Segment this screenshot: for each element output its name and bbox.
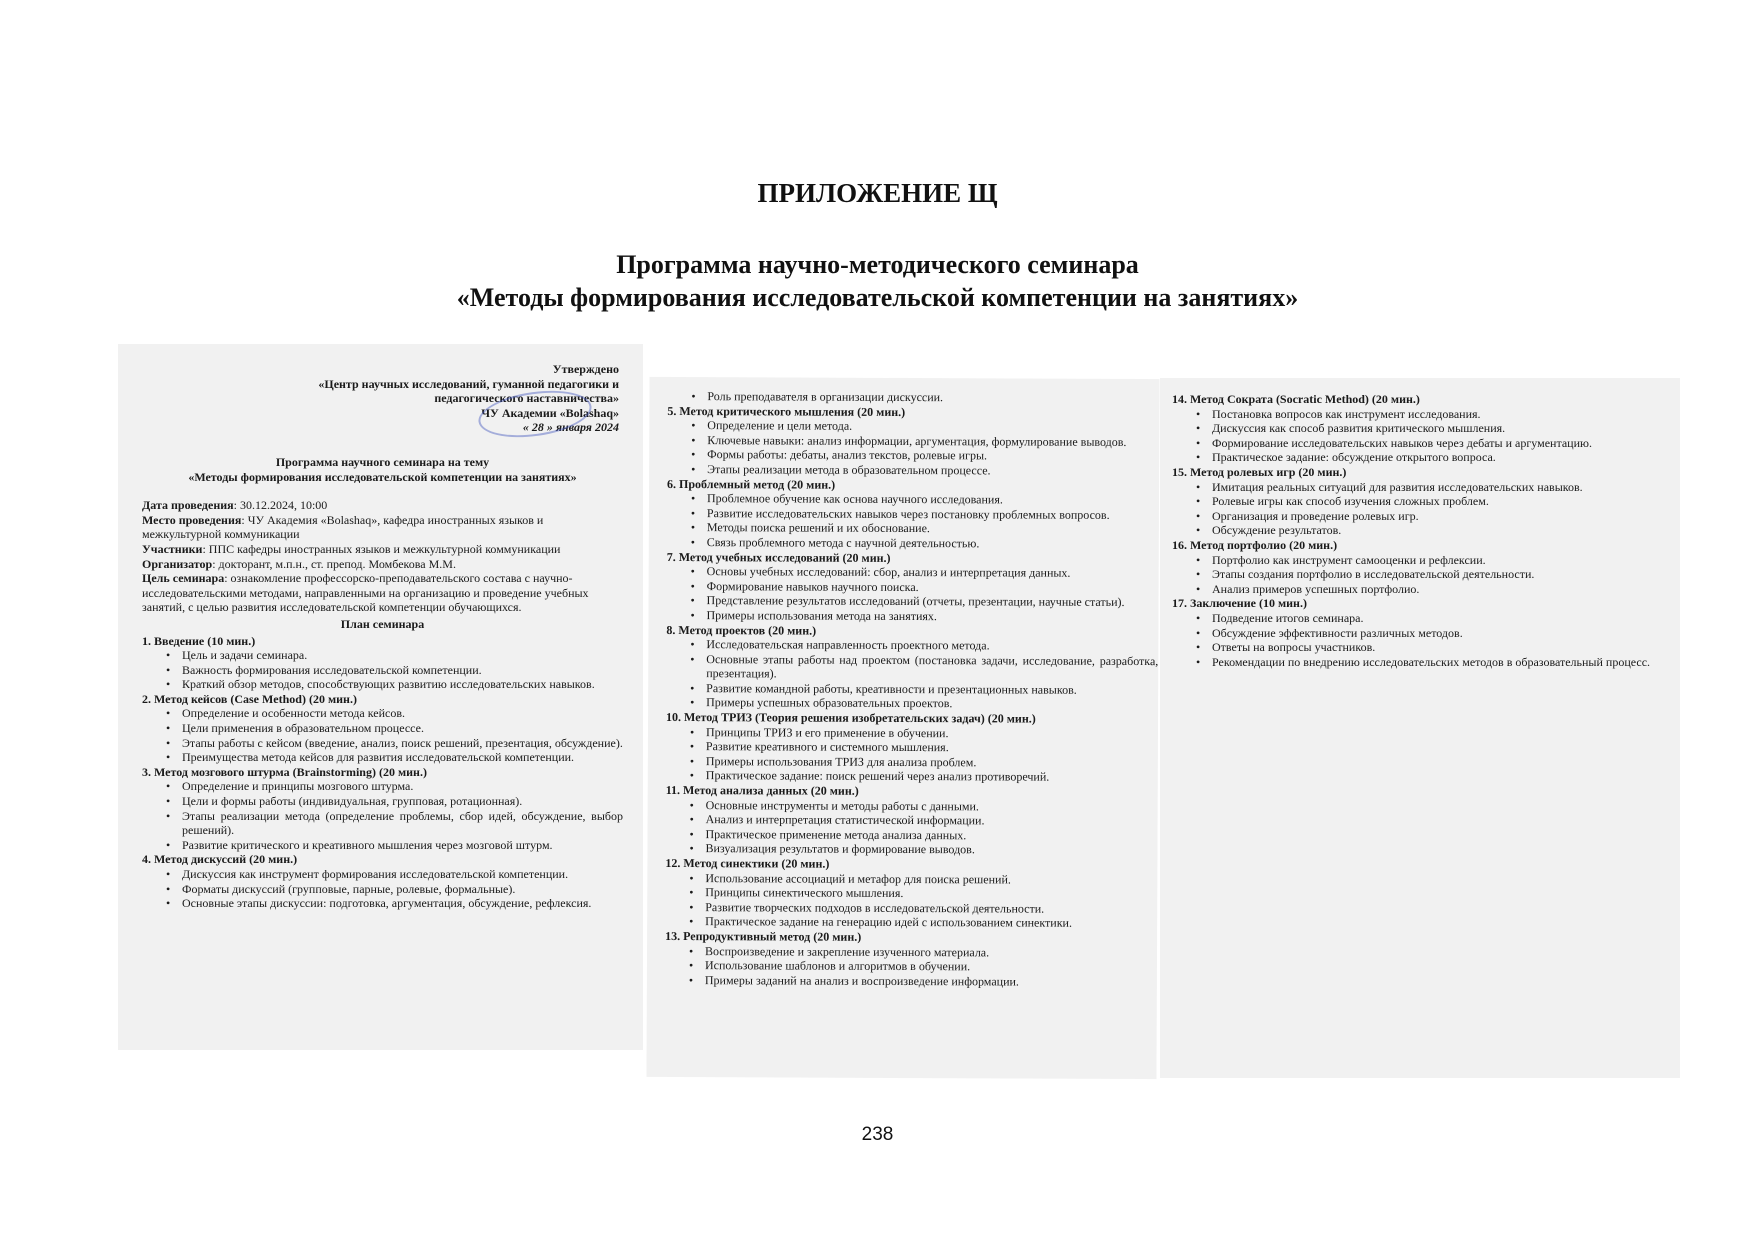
- list-item: • Роль преподавателя в организации дискуссии.: [707, 389, 1159, 406]
- list-item: • Визуализация результатов и формирование выводов.: [705, 842, 1157, 859]
- list-item: • Ответы на вопросы участников.: [1212, 640, 1662, 655]
- section-items: [665, 871, 1157, 932]
- list-item: • Определение и принципы мозгового штурма.: [182, 779, 623, 794]
- list-item: • Представление результатов исследований (отчеты, презентации, научные статьи).: [707, 593, 1159, 610]
- list-item: • Важность формирования исследовательской компетенции.: [182, 663, 623, 678]
- list-item: • Развитие командной работы, креативности и презентационных навыков.: [706, 681, 1158, 698]
- list-item: • Имитация реальных ситуаций для развития исследовательских навыков.: [1212, 480, 1662, 495]
- list-item: • Практическое применение метода анализа данных.: [706, 827, 1158, 844]
- section-items: [142, 867, 623, 911]
- section-title: 16. Метод портфолио (20 мин.): [1172, 537, 1338, 552]
- info-organizer: [142, 557, 623, 572]
- list-item: • Основные этапы дискуссии: подготовка, аргументация, обсуждение, рефлексия.: [182, 896, 623, 911]
- info-place: [142, 513, 623, 542]
- list-item: • Подведение итогов семинара.: [1212, 611, 1662, 626]
- list-item: • Обсуждение эффективности различных методов.: [1212, 626, 1662, 641]
- section-items: [667, 491, 1159, 552]
- list-item: • Цели и формы работы (индивидуальная, групповая, ротационная).: [182, 794, 623, 809]
- section-items: [1172, 553, 1662, 597]
- section-title: 12. Метод синектики (20 мин.): [665, 855, 830, 871]
- list-item: • Этапы создания портфолио в исследовательской деятельности.: [1212, 567, 1662, 582]
- list-item: • Принципы ТРИЗ и его применение в обучении.: [706, 725, 1158, 742]
- plan-sections-right: [1172, 392, 1662, 669]
- section-title: 6. Проблемный метод (20 мин.): [667, 476, 836, 492]
- document-heading-line-2: «Методы формирования исследовательской компетенции на занятиях»: [456, 283, 1299, 312]
- section-title: 4. Метод дискуссий (20 мин.): [142, 852, 298, 867]
- list-item: • Преимущества метода кейсов для развития исследовательской компетенции.: [182, 750, 623, 765]
- section-items: [666, 637, 1158, 712]
- list-item: • Этапы реализации метода в образовательном процессе.: [707, 462, 1159, 479]
- list-item: • Основные этапы работы над проектом (постановка задачи, исследование, разработка, презентация).: [706, 652, 1158, 683]
- list-item: • Методы поиска решений и их обоснование.: [707, 520, 1159, 537]
- list-item: • Проблемное обучение как основа научного исследования.: [707, 491, 1159, 508]
- info-place-label: Место проведения: [142, 512, 242, 527]
- info-participants-label: Участники: [142, 541, 203, 556]
- list-item: • Развитие исследовательских навыков через постановку проблемных вопросов.: [707, 506, 1159, 523]
- list-item: • Формирование исследовательских навыков через дебаты и аргументацию.: [1212, 436, 1662, 451]
- info-date-value: : 30.12.2024, 10:00: [233, 498, 328, 513]
- section-items: [1172, 611, 1662, 669]
- list-item: • Развитие критического и креативного мышления через мозговой штурм.: [182, 838, 623, 853]
- section-title: 2. Метод кейсов (Case Method) (20 мин.): [142, 691, 357, 706]
- plan-sections-left: [142, 634, 623, 911]
- list-item: • Примеры использования метода на занятиях.: [706, 608, 1158, 625]
- info-date: [142, 498, 623, 513]
- approval-date: « 28 » января 2024: [522, 420, 619, 435]
- list-item: • Примеры использования ТРИЗ для анализа проблем.: [706, 754, 1158, 771]
- list-item: • Дискуссия как инструмент формирования исследовательской компетенции.: [182, 867, 623, 882]
- section-title: 15. Метод ролевых игр (20 мин.): [1172, 464, 1347, 479]
- section-title: 1. Введение (10 мин.): [142, 633, 256, 648]
- list-item: • Портфолио как инструмент самооценки и рефлексии.: [1212, 553, 1662, 568]
- info-organizer-value: : докторант, м.п.н., ст. препод. Момбекова М.М.: [212, 556, 456, 571]
- section-title: 7. Метод учебных исследований (20 мин.): [666, 549, 891, 565]
- section-items: [667, 418, 1159, 479]
- list-item: • Примеры заданий на анализ и воспроизведение информации.: [705, 973, 1157, 990]
- page-title: ПРИЛОЖЕНИЕ Щ: [757, 178, 998, 208]
- section-items: [665, 944, 1157, 990]
- list-item: • Связь проблемного метода с научной деятельностью.: [707, 535, 1159, 552]
- scanned-page-left: [118, 344, 643, 1050]
- list-item: • Постановка вопросов как инструмент исследования.: [1212, 407, 1662, 422]
- list-item: • Развитие творческих подходов в исследовательской деятельности.: [705, 900, 1157, 917]
- list-item: • Принципы синектического мышления.: [705, 885, 1157, 902]
- section-title: 8. Метод проектов (20 мин.): [666, 622, 817, 638]
- section-items: [142, 779, 623, 852]
- list-item: • Формирование навыков научного поиска.: [707, 579, 1159, 596]
- list-item: • Цель и задачи семинара.: [182, 648, 623, 663]
- list-item: • Этапы работы с кейсом (введение, анализ, поиск решений, презентация, обсуждение).: [182, 736, 623, 751]
- info-date-label: Дата проведения: [142, 498, 234, 513]
- approval-line-4: ЧУ Академии «Bolashaq»: [481, 405, 619, 420]
- list-item: • Использование ассоциаций и метафор для поиска решений.: [705, 871, 1157, 888]
- section-title: 5. Метод критического мышления (20 мин.): [667, 403, 906, 419]
- list-item: • Обсуждение результатов.: [1212, 523, 1662, 538]
- list-item: • Краткий обзор методов, способствующих развитию исследовательских навыков.: [182, 677, 623, 692]
- list-item: • Использование шаблонов и алгоритмов в обучении.: [705, 958, 1157, 975]
- list-item: • Практическое задание: поиск решений через анализ противоречий.: [706, 769, 1158, 786]
- list-item: • Рекомендации по внедрению исследовательских методов в образовательный процесс.: [1212, 655, 1662, 670]
- list-item: • Определение и цели метода.: [707, 418, 1159, 435]
- list-item: • Воспроизведение и закрепление изученного материала.: [705, 944, 1157, 961]
- approval-line-2: «Центр научных исследований, гуманной педагогики и: [318, 376, 619, 391]
- list-item: • Этапы реализации метода (определение проблемы, сбор идей, обсуждение, выбор решений).: [182, 809, 623, 838]
- list-item: • Анализ и интерпретация статистической информации.: [706, 812, 1158, 829]
- list-item: • Формы работы: дебаты, анализ текстов, ролевые игры.: [707, 448, 1159, 465]
- continued-list: [667, 389, 1159, 406]
- info-goal-label: Цель семинара: [142, 571, 225, 586]
- list-item: • Примеры успешных образовательных проектов.: [706, 696, 1158, 713]
- document-heading-line-1: Программа научно-методического семинара: [616, 250, 1139, 279]
- program-title-line-2: «Методы формирования исследовательской компетенции на занятиях»: [188, 469, 577, 484]
- list-item: • Развитие креативного и системного мышления.: [706, 739, 1158, 756]
- info-organizer-label: Организатор: [142, 556, 213, 571]
- plan-title: План семинара: [340, 616, 425, 631]
- list-item: • Практическое задание: обсуждение открытого вопроса.: [1212, 450, 1662, 465]
- info-goal: [142, 571, 623, 615]
- plan-sections-middle: [665, 404, 1160, 990]
- section-items: [666, 564, 1158, 625]
- section-items: [666, 725, 1158, 786]
- info-place-value: : ЧУ Академия «Bolashaq», кафедра иностранных языков и межкультурной коммуникации: [142, 512, 544, 542]
- list-item: • Основные инструменты и методы работы с данными.: [706, 798, 1158, 815]
- section-title: 11. Метод анализа данных (20 мин.): [665, 782, 859, 798]
- section-title: 13. Репродуктивный метод (20 мин.): [665, 928, 862, 944]
- approval-line-1: Утверждено: [552, 362, 619, 376]
- section-items: [1172, 407, 1662, 465]
- list-item: • Ключевые навыки: анализ информации, аргументация, формулирование выводов.: [707, 433, 1159, 450]
- section-title: 14. Метод Сократа (Socratic Method) (20 мин.): [1172, 392, 1420, 406]
- list-item: • Основы учебных исследований: сбор, анализ и интерпретация данных.: [707, 564, 1159, 581]
- section-items: [142, 706, 623, 764]
- list-item: • Ролевые игры как способ изучения сложных проблем.: [1212, 494, 1662, 509]
- list-item: • Цели применения в образовательном процессе.: [182, 721, 623, 736]
- program-title: [142, 455, 623, 484]
- section-title: 3. Метод мозгового штурма (Brainstorming) (20 мин.): [142, 764, 427, 779]
- section-items: [142, 648, 623, 692]
- list-item: • Дискуссия как способ развития критического мышления.: [1212, 421, 1662, 436]
- list-item: • Определение и особенности метода кейсов.: [182, 706, 623, 721]
- list-item: • Практическое задание на генерацию идей с использованием синектики.: [705, 915, 1157, 932]
- list-item: • Форматы дискуссий (групповые, парные, ролевые, формальные).: [182, 882, 623, 897]
- section-items: [1172, 480, 1662, 538]
- scanned-page-right: [1160, 378, 1680, 1078]
- program-title-line-1: Программа научного семинара на тему: [275, 454, 490, 469]
- page-number: 238: [861, 1124, 894, 1145]
- seminar-info: [142, 498, 623, 615]
- scanned-page-middle: [646, 377, 1159, 1079]
- info-goal-value: : ознакомление профессорско-преподавательского состава с научно-исследовательскими методами, направленными на организацию и проведение учебных занятий, с целью развития исследовательской компетенции обучающихся.: [142, 571, 589, 615]
- section-title: 17. Заключение (10 мин.): [1172, 596, 1307, 611]
- list-item: • Исследовательская направленность проектного метода.: [706, 637, 1158, 654]
- info-participants-value: : ППС кафедры иностранных языков и межкультурной коммуникации: [202, 541, 561, 556]
- list-item: • Организация и проведение ролевых игр.: [1212, 509, 1662, 524]
- section-items: [665, 798, 1157, 859]
- section-title: 10. Метод ТРИЗ (Теория решения изобретательских задач) (20 мин.): [666, 710, 1036, 726]
- info-participants: [142, 542, 623, 557]
- list-item: • Анализ примеров успешных портфолио.: [1212, 582, 1662, 597]
- approval-line-3: педагогического наставничества»: [434, 391, 619, 406]
